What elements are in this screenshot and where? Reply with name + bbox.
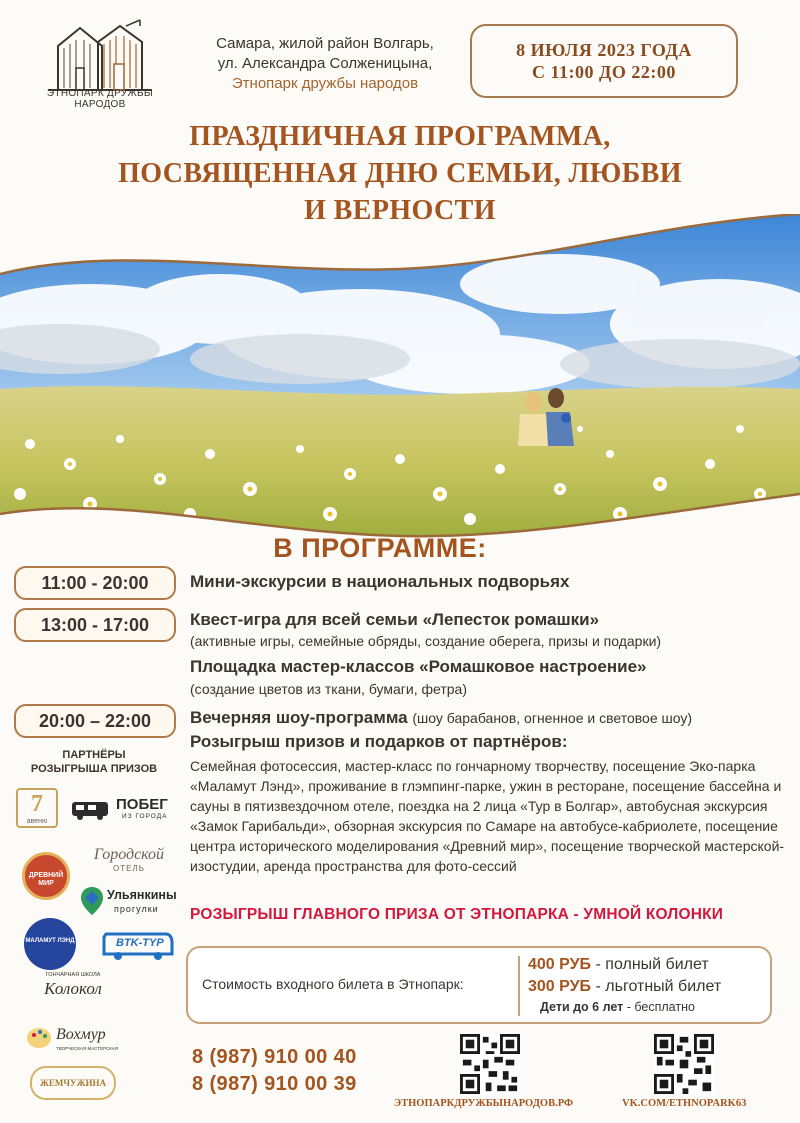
event-hours: С 11:00 ДО 22:00 — [532, 62, 676, 82]
site-link[interactable]: ЭТНОПАРКДРУЖБЫНАРОДОВ.РФ — [394, 1098, 573, 1109]
kids-free-note — [540, 1000, 695, 1014]
reduced-price-value: 300 РУБ — [528, 978, 592, 995]
kids-free: - бесплатно — [623, 1000, 695, 1014]
partner-logo-drevniy-mir: ДРЕВНИЙ МИР — [22, 852, 70, 900]
program-item-evening-show — [190, 708, 692, 728]
partner-logo-kolokol: ГОНЧАРНАЯ ШКОЛА Колокол — [44, 972, 102, 998]
reduced-price-label: - льготный билет — [591, 978, 722, 995]
program-item-quest-details: (активные игры, семейные обряды, создание оберега, призы и подарки) — [190, 633, 662, 649]
phone-number-2[interactable]: 8 (987) 910 00 39 — [192, 1073, 357, 1095]
poster-title — [20, 118, 780, 229]
event-date: 8 ИЮЛЯ 2023 ГОДА — [516, 40, 692, 60]
program-heading: В ПРОГРАММЕ: — [273, 533, 487, 563]
title-line-1: ПРАЗДНИЧНАЯ ПРОГРАММА, — [189, 121, 611, 152]
partner-logo-malamut: МАЛАМУТ ЛЭНД — [24, 918, 76, 970]
title-line-2: ПОСВЯЩЕННАЯ ДНЮ СЕМЬИ, ЛЮБВИ — [118, 158, 682, 189]
venue-address — [190, 34, 460, 94]
partner-logo-pobeg: ПОБЕГ ИЗ ГОРОДА — [70, 794, 182, 824]
program-item-masterclasses: Площадка мастер-классов «Ромашковое настроение» — [190, 657, 647, 676]
program-item-quest: Квест-игра для всей семьи «Лепесток ромашки» — [190, 610, 600, 629]
qr-code-site[interactable] — [460, 1034, 520, 1094]
vk-link[interactable]: VK.COM/ETHNOPARK63 — [622, 1098, 747, 1109]
partners-heading — [14, 748, 174, 776]
prizes-description: Семейная фотосессия, мастер-класс по гончарному творчеству, посещение Эко-парка «Маламут Лэнд», проживание в глэмпинг-парке, ужин в ресторане, посещение бассейна и сауны в пятизвездочном отеле, поездка на 2 лица «Тур в Болгар», автобусная экскурсия «Замок Гарибальди», обзорная экскурсия по Самаре на автобусе-кабриолете, посещение центра исторического моделирования «Древний мир», посещение творческой мастерской-изостудии, аренда пространства для фото-сессий — [190, 758, 785, 874]
camper-van-icon — [70, 796, 112, 822]
partners-heading-line-2: РОЗЫГРЫША ПРИЗОВ — [30, 763, 158, 775]
kids-age: Дети до 6 лет — [540, 1000, 624, 1014]
partner-logo-btk-tur: BTK-TYP — [100, 928, 176, 964]
logo-caption: ЭТНОПАРК ДРУЖБЫ НАРОДОВ — [46, 88, 154, 110]
partner-logo-vokhmur: Вохмур ТВОРЧЕСКАЯ МАСТЕРСКАЯ — [26, 1020, 124, 1056]
partner-logo-zhemchuzhina: ЖЕМЧУЖИНА — [30, 1066, 116, 1100]
partner-logo-avenue: 7 авеню — [16, 788, 58, 828]
phone-number-1[interactable]: 8 (987) 910 00 40 — [192, 1046, 357, 1068]
ticket-divider — [518, 956, 520, 1016]
title-line-3: И ВЕРНОСТИ — [304, 195, 496, 226]
full-price-label: - полный билет — [591, 956, 709, 973]
program-item-masterclasses-details: (создание цветов из ткани, бумаги, фетра) — [190, 681, 467, 697]
qr-code-vk[interactable] — [654, 1034, 714, 1094]
event-date-box — [470, 24, 738, 98]
partner-logo-gorodskoy: Городской ОТЕЛЬ — [93, 846, 165, 873]
program-item-mini-excursions: Мини-экскурсии в национальных подворьях — [190, 572, 570, 591]
main-prize-banner: РОЗЫГРЫШ ГЛАВНОГО ПРИЗА ОТ ЭТНОПАРКА - УМНОЙ КОЛОНКИ — [190, 906, 724, 923]
time-slot-3: 20:00 – 22:00 — [14, 704, 176, 738]
map-pin-icon — [80, 886, 104, 916]
ticket-price-box — [186, 946, 772, 1024]
partner-logo-ulyankiny: Ульянкины прогулки — [80, 886, 180, 922]
partners-heading-line-1: ПАРТНЁРЫ — [62, 749, 126, 761]
address-line-2: ул. Александра Солженицына, — [217, 55, 433, 72]
time-slot-1: 11:00 - 20:00 — [14, 566, 176, 600]
address-park-name: Этнопарк дружбы народов — [231, 75, 419, 92]
ticket-label: Стоимость входного билета в Этнопарк: — [202, 976, 464, 992]
reduced-ticket-price — [528, 978, 721, 996]
evening-show-note: (шоу барабанов, огненное и световое шоу) — [412, 710, 693, 726]
palette-icon — [26, 1026, 52, 1050]
address-line-1: Самара, жилой район Волгарь, — [216, 35, 434, 52]
evening-show-title: Вечерняя шоу-программа — [190, 708, 408, 727]
full-price-value: 400 РУБ — [528, 956, 592, 973]
program-item-prize-draw: Розыгрыш призов и подарков от партнёров: — [190, 732, 568, 751]
full-ticket-price — [528, 956, 709, 974]
hero-chamomile-field-image — [0, 214, 800, 539]
time-slot-2: 13:00 - 17:00 — [14, 608, 176, 642]
